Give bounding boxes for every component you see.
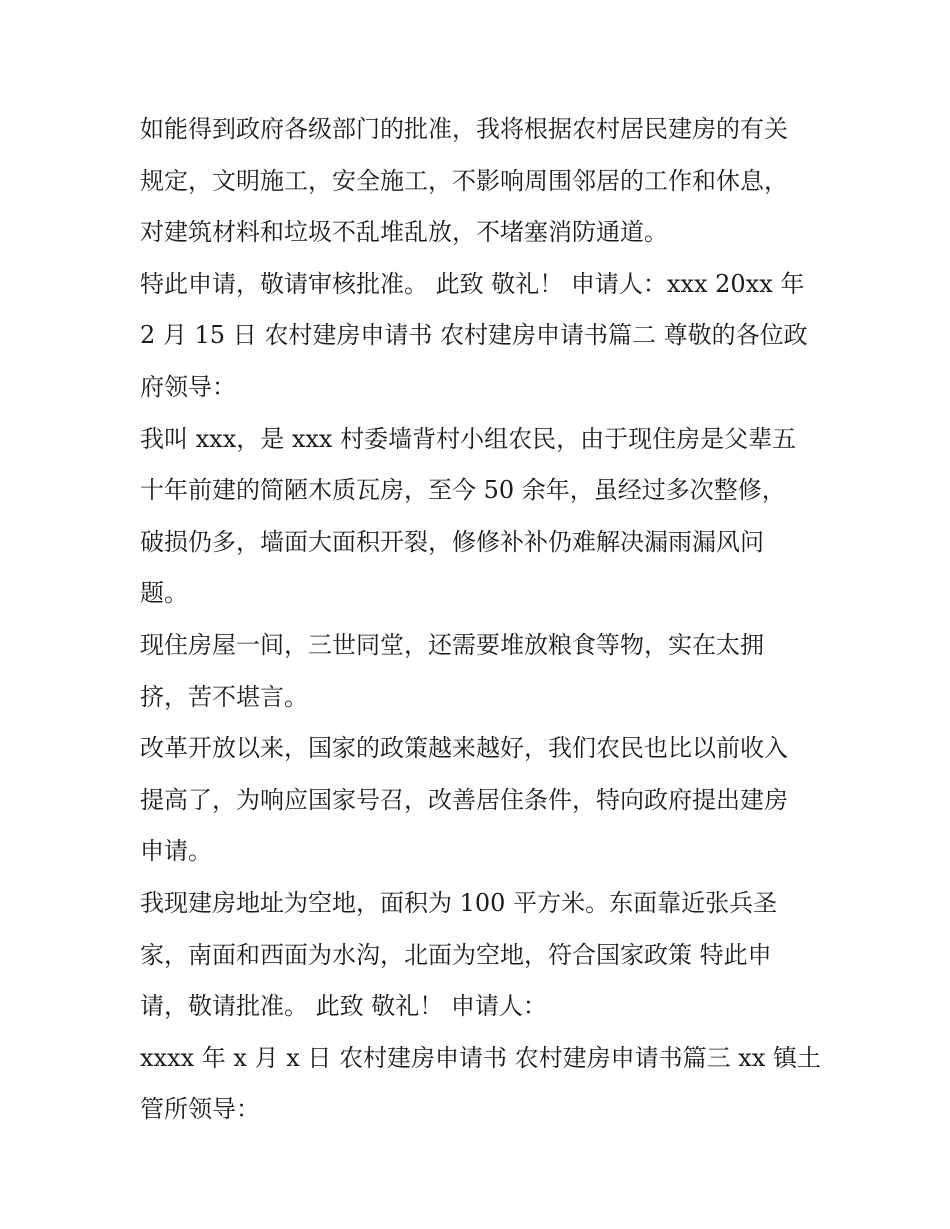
text-line: 改革开放以来，国家的政策越来越好，我们农民也比以前收入: [140, 734, 788, 763]
text-line: xxxx 年 x 月 x 日 农村建房申请书 农村建房申请书篇三 xx 镇土: [140, 1043, 821, 1072]
text-line: 对建筑材料和垃圾不乱堆乱放，不堵塞消防通道。: [140, 218, 668, 247]
text-line: 挤，苦不堪言。: [140, 682, 308, 711]
paragraph: [140, 1033, 820, 1136]
text-line: 我叫 xxx，是 xxx 村委墙背村小组农民，由于现住房是父辈五: [140, 424, 797, 453]
text-line: 破损仍多，墙面大面积开裂，修修补补仍难解决漏雨漏风问: [140, 527, 764, 556]
text-line: 提高了，为响应国家号召，改善居住条件，特向政府提出建房: [140, 785, 788, 814]
text-line: 如能得到政府各级部门的批准，我将根据农村居民建房的有关: [140, 115, 788, 143]
paragraph: [140, 259, 820, 414]
paragraph: [140, 620, 820, 723]
paragraph: [140, 878, 820, 1033]
paragraph: [140, 104, 820, 259]
text-line: 规定，文明施工，安全施工，不影响周围邻居的工作和休息，: [140, 166, 788, 195]
text-line: 2 月 15 日 农村建房申请书 农村建房申请书篇二 尊敬的各位政: [140, 321, 808, 350]
document-body: [140, 104, 820, 1136]
text-line: 特此申请，敬请审核批准。 此致 敬礼！ 申请人：xxx 20xx 年: [140, 269, 805, 298]
text-line: 十年前建的简陋木质瓦房，至今 50 余年，虽经过多次整修，: [140, 476, 786, 505]
paragraph: [140, 723, 820, 878]
text-line: 我现建房地址为空地，面积为 100 平方米。东面靠近张兵圣: [140, 888, 778, 917]
text-line: 府领导：: [140, 372, 236, 401]
text-line: 现住房屋一间，三世同堂，还需要堆放粮食等物，实在太拥: [140, 630, 764, 659]
paragraph: [140, 414, 820, 620]
text-line: 家，南面和西面为水沟，北面为空地，符合国家政策 特此申: [140, 940, 772, 969]
text-line: 请，敬请批准。 此致 敬礼！ 申请人：: [140, 992, 547, 1021]
text-line: 管所领导：: [140, 1095, 260, 1124]
text-line: 题。: [140, 579, 188, 608]
text-line: 申请。: [140, 837, 212, 866]
